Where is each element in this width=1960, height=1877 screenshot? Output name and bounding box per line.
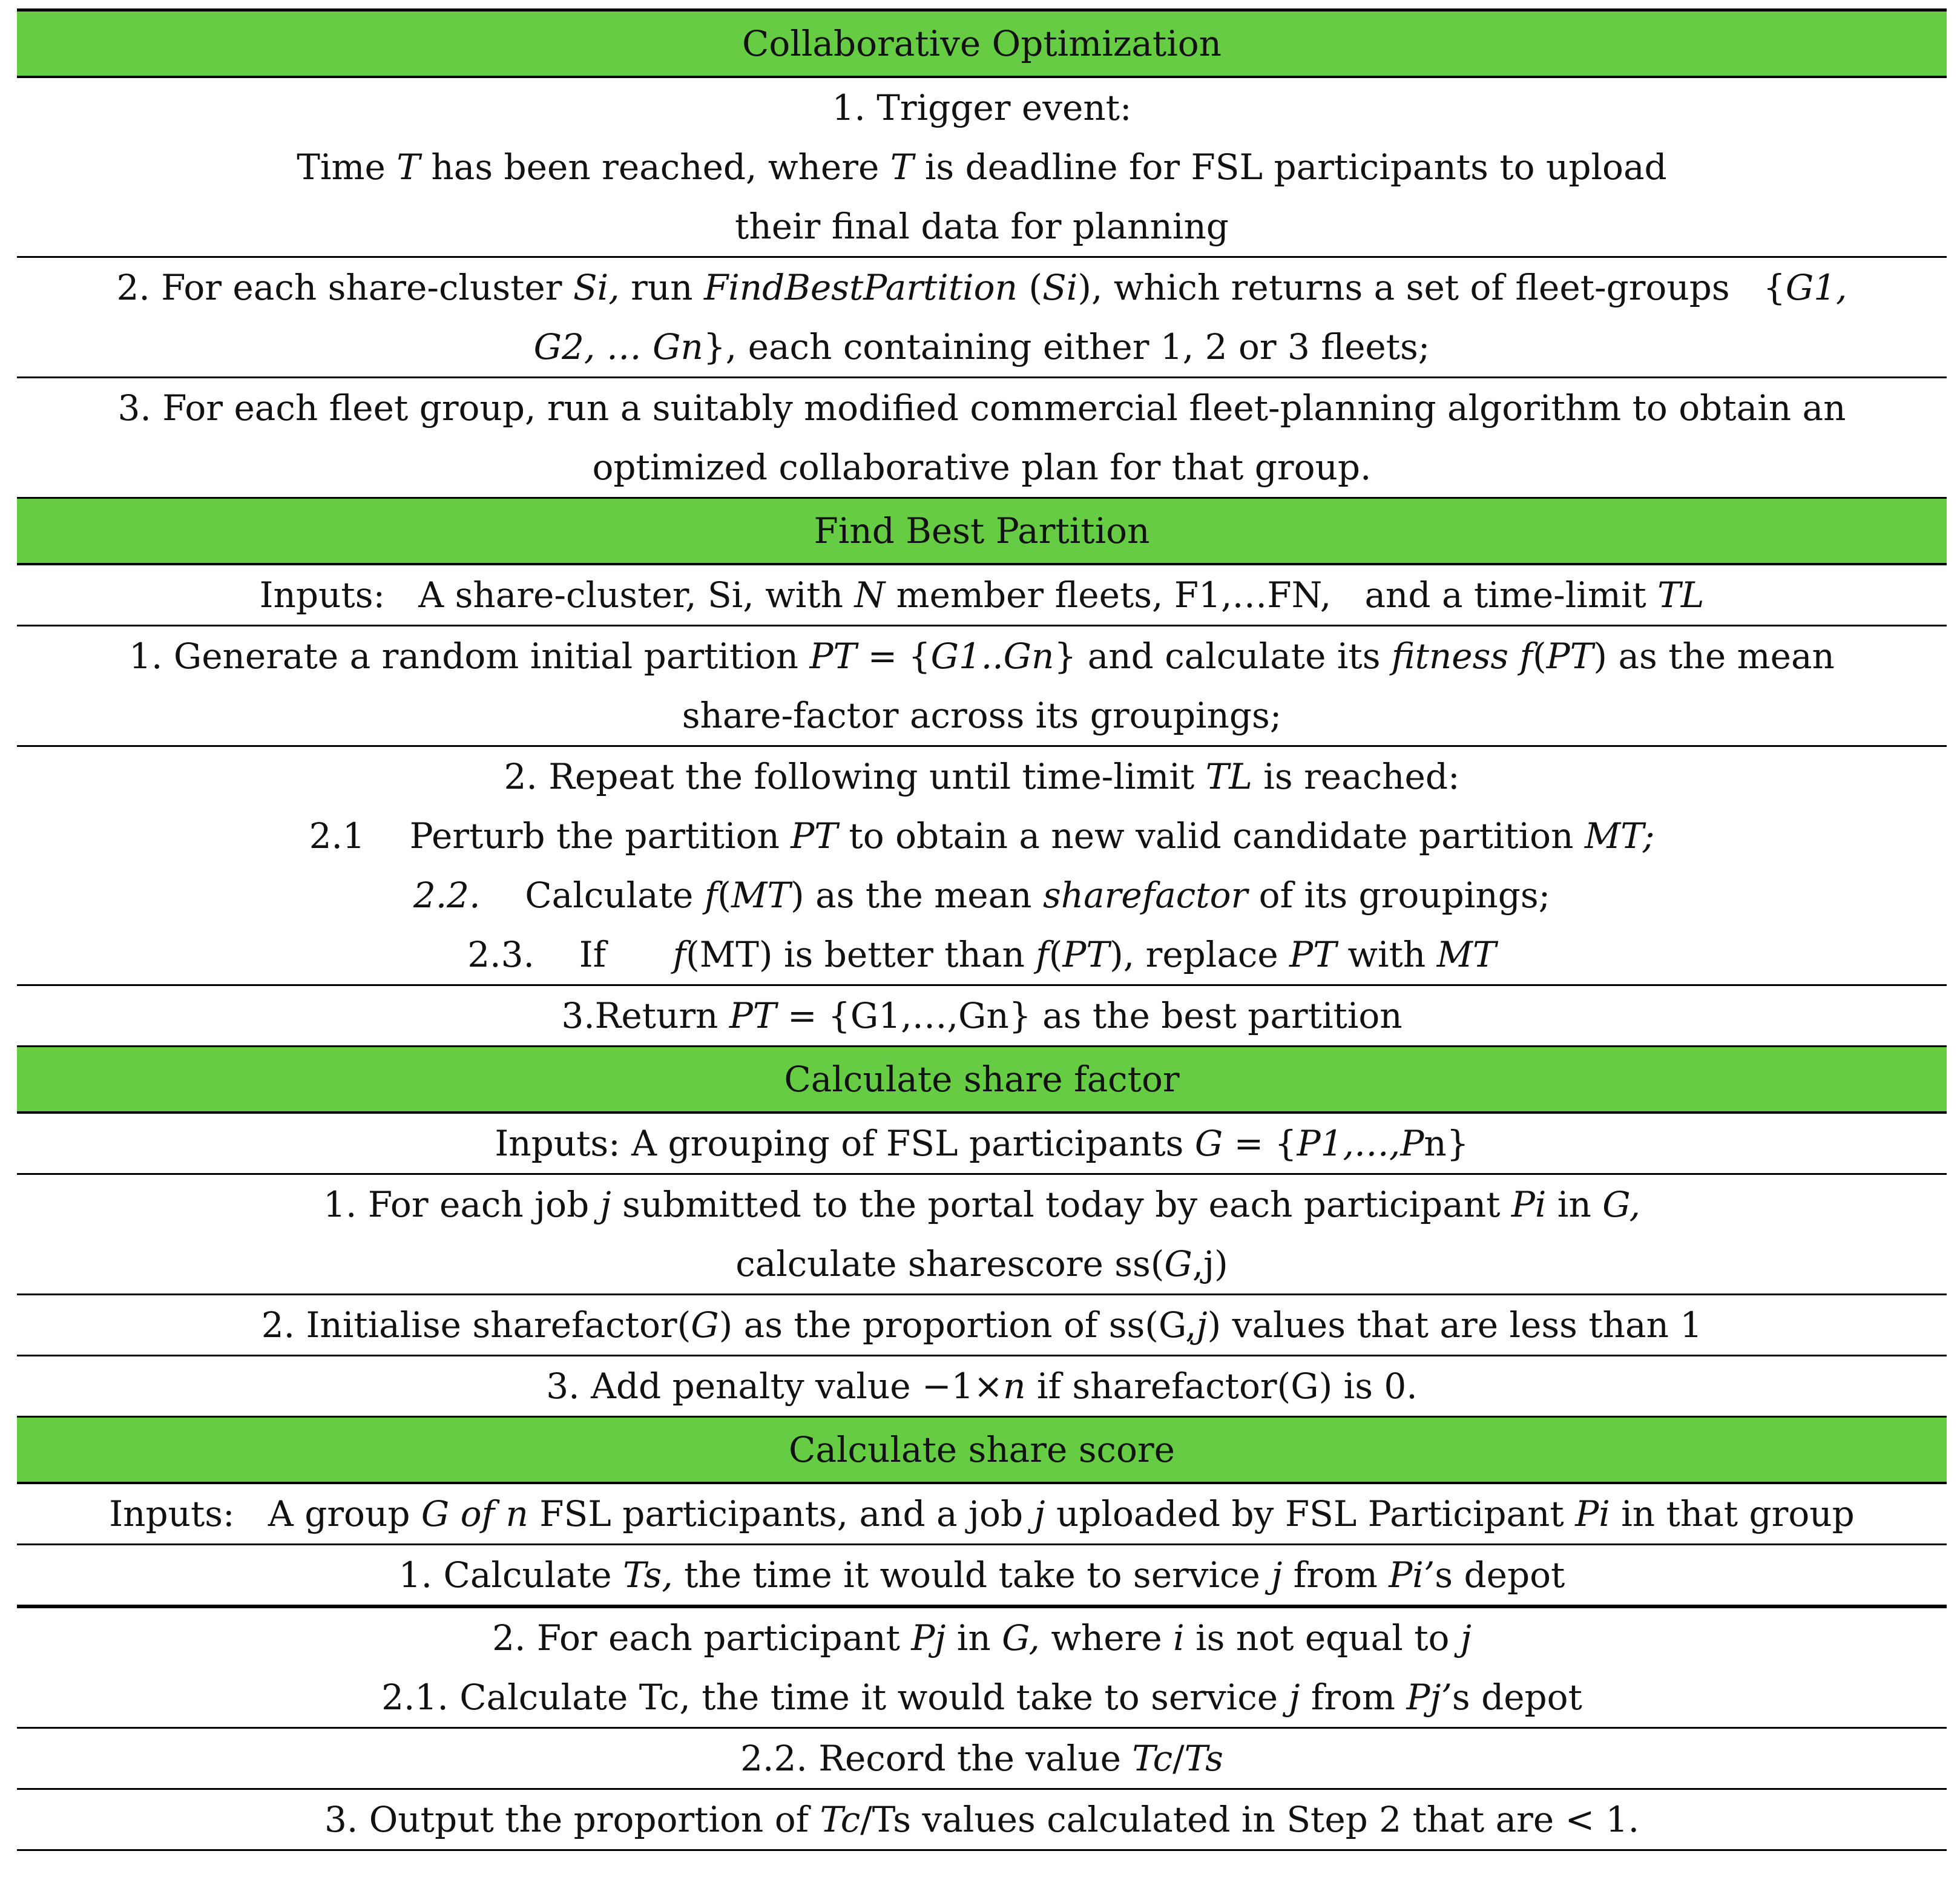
step-row <box>17 1545 1947 1608</box>
step-text: 2. Repeat the following until time-limit TL is reached: <box>504 756 1460 797</box>
step-text: 3. Add penalty value −1×n if sharefactor(G) is 0. <box>546 1366 1418 1407</box>
step-row <box>17 747 1947 986</box>
step-row <box>17 1356 1947 1418</box>
section-header: Find Best Partition <box>17 499 1947 565</box>
step-text: Time T has been reached, where T is deadline for FSL participants to upload <box>297 146 1667 188</box>
step-row <box>17 1175 1947 1295</box>
step-text: their final data for planning <box>735 206 1229 247</box>
step-text: 2.3. If f(MT) is better than f(PT), replace PT with MT <box>467 934 1496 975</box>
step-text: 3.Return PT = {G1,…,Gn} as the best partition <box>561 995 1403 1036</box>
step-text: G2, … Gn}, each containing either 1, 2 or 3 fleets; <box>533 326 1430 367</box>
section-header: Collaborative Optimization <box>17 12 1947 78</box>
step-row <box>17 1729 1947 1790</box>
step-text: 1. Trigger event: <box>832 87 1132 128</box>
step-row <box>17 258 1947 378</box>
step-text: 2.2. Calculate f(MT) as the mean sharefactor of its groupings; <box>413 875 1551 916</box>
step-row <box>17 1114 1947 1175</box>
section-header: Calculate share factor <box>17 1047 1947 1114</box>
step-text: Inputs: A share-cluster, Si, with N member fleets, F1,…FN, and a time-limit TL <box>259 574 1705 616</box>
step-text: calculate sharescore ss(G,j) <box>735 1243 1228 1284</box>
step-text: 2. Initialise sharefactor(G) as the proportion of ss(G,j) values that are less than 1 <box>261 1304 1703 1346</box>
step-text: Inputs: A grouping of FSL participants G = {P1,…,Pn} <box>495 1123 1469 1164</box>
step-row <box>17 1608 1947 1729</box>
step-row <box>17 1295 1947 1356</box>
step-text: 2.1. Calculate Tc, the time it would take to service j from Pj’s depot <box>381 1677 1582 1718</box>
step-text: 1. For each job j submitted to the portal today by each participant Pi in G, <box>323 1184 1640 1225</box>
step-text: Inputs: A group G of n FSL participants, and a job j uploaded by FSL Participant Pi in that group <box>109 1493 1855 1534</box>
step-text: 2. For each participant Pj in G, where i is not equal to j <box>492 1617 1472 1658</box>
step-text: 2. For each share-cluster Si, run FindBestPartition (Si), which returns a set of fleet-groups {G1, <box>116 267 1847 308</box>
step-text: 3. Output the proportion of Tc/Ts values calculated in Step 2 that are < 1. <box>324 1799 1640 1840</box>
algorithm-table <box>17 8 1947 1851</box>
step-row <box>17 1790 1947 1851</box>
step-row <box>17 565 1947 626</box>
step-row <box>17 986 1947 1047</box>
step-text: share-factor across its groupings; <box>682 695 1282 736</box>
step-text: 2.2. Record the value Tc/Ts <box>740 1738 1223 1779</box>
step-text: 1. Generate a random initial partition PT = {G1..Gn} and calculate its fitness f(PT) as the mean <box>129 636 1835 677</box>
step-text: 3. For each fleet group, run a suitably modified commercial fleet-planning algorithm to obtain an <box>117 387 1846 429</box>
step-text: optimized collaborative plan for that group. <box>592 447 1372 488</box>
step-text: 1. Calculate Ts, the time it would take to service j from Pi’s depot <box>398 1554 1565 1596</box>
step-row <box>17 1484 1947 1545</box>
section-header: Calculate share score <box>17 1418 1947 1484</box>
step-row <box>17 78 1947 258</box>
step-row <box>17 378 1947 499</box>
step-row <box>17 626 1947 747</box>
step-text: 2.1 Perturb the partition PT to obtain a new valid candidate partition MT; <box>309 815 1655 856</box>
